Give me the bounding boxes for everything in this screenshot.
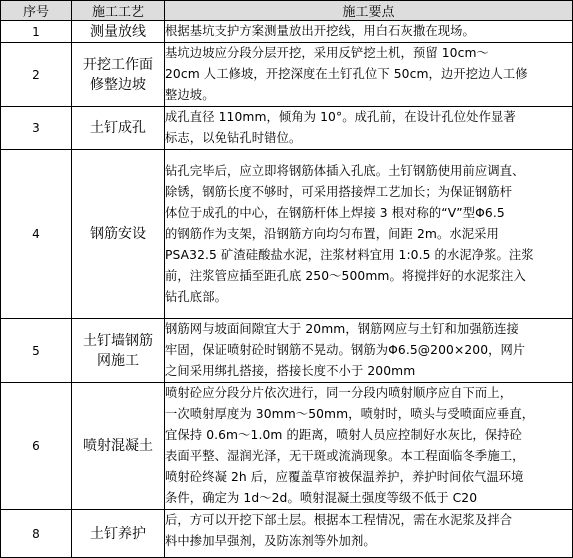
key-points-line: 喷射砼应分段分片依次进行，同一分段内喷射顺序应自下而上， <box>165 386 513 400</box>
key-points-line: 表面平整、湿润光泽，无干斑或流淌现象。本工程面临冬季施工， <box>165 449 525 463</box>
key-points-line: 后，方可以开挖下部土层。根据本工程情况，需在水泥浆及拌合 <box>165 513 513 527</box>
table-row <box>1 107 573 150</box>
craft-cell <box>72 21 165 43</box>
key-points-line: 基坑边坡应分段分层开挖，采用反铲挖土机，预留 10cm～ <box>165 46 489 60</box>
table-row <box>1 510 573 558</box>
key-points-cell <box>165 43 573 107</box>
key-points-line: 钻孔底部。 <box>165 289 227 304</box>
craft-name-line: 喷射混凝土 <box>83 438 153 454</box>
key-points-cell <box>165 107 573 150</box>
row-number: 3 <box>1 107 72 150</box>
key-points-line: 标志，以免钻孔时错位。 <box>165 131 302 145</box>
key-points-line: 成孔直径 110mm，倾角为 10°。成孔前，在设计孔位处作显著 <box>165 110 516 124</box>
row-number: 1 <box>1 21 72 43</box>
craft-name-line: 钢筋安设 <box>90 226 146 242</box>
craft-name-line: 土钉墙钢筋 <box>83 332 153 349</box>
key-points-line: 体位于成孔的中心，在钢筋杆体上焊接 3 根对称的“V”型Φ6.5 <box>165 205 505 220</box>
key-points-line: 钢筋网与坡面间隙宜大于 20mm，钢筋网应与土钉和加强筋连接 <box>165 322 519 336</box>
key-points-cell <box>165 21 573 43</box>
craft-cell <box>72 510 165 558</box>
key-points-line: 除锈，钢筋长度不够时，可采用搭接焊工艺加长；为保证钢筋杆 <box>165 184 513 199</box>
key-points-cell <box>165 319 573 383</box>
craft-name-line: 网施工 <box>97 352 139 369</box>
craft-name-line: 土钉成孔 <box>90 120 146 136</box>
header-craft: 施工工艺 <box>72 1 165 21</box>
craft-cell <box>72 150 165 319</box>
key-points-line: PSA32.5 矿渣硅酸盐水泥，注浆材料宜用 1:0.5 的水泥净浆。注浆 <box>165 247 534 262</box>
table-row <box>1 150 573 319</box>
craft-name-line: 测量放线 <box>90 23 146 40</box>
table-row <box>1 319 573 383</box>
table-row <box>1 21 573 43</box>
craft-name-line: 开挖工作面 <box>83 56 153 73</box>
row-number: 5 <box>1 319 72 383</box>
row-number: 8 <box>1 510 72 558</box>
header-points: 施工要点 <box>165 1 573 21</box>
header-row <box>1 1 573 21</box>
key-points-line: 牢固，保证喷射砼时钢筋不晃动。钢筋为Φ6.5@200×200，网片 <box>165 343 526 357</box>
row-number: 6 <box>1 383 72 510</box>
craft-cell <box>72 383 165 510</box>
header-no: 序号 <box>1 1 72 21</box>
table-row <box>1 383 573 510</box>
key-points-line: 料中掺加早强剂，及防冻剂等外加剂。 <box>165 534 376 548</box>
key-points-cell <box>165 383 573 510</box>
key-points-line: 钻孔完毕后，应立即将钢筋体插入孔底。土钉钢筋使用前应调直、 <box>165 163 525 178</box>
key-points-line: 的钢筋作为支架，沿钢筋方向均匀布置，间距 2m。水泥采用 <box>165 226 499 241</box>
key-points-line: 20cm 人工修坡，开挖深度在土钉孔位下 50cm，边开挖边人工修 <box>165 67 528 81</box>
key-points-line: 整边坡。 <box>165 88 215 102</box>
key-points-line: 一次喷射厚度为 30mm～50mm，喷射时，喷头与受喷面应垂直， <box>165 407 535 421</box>
craft-cell <box>72 319 165 383</box>
key-points-line: 宜保持 0.6m～1.0m 的距离，喷射人员应控制好水灰比，保持砼 <box>165 428 523 442</box>
key-points-line: 根据基坑支护方案测量放出开挖线，用白石灰撒在现场。 <box>165 24 475 38</box>
key-points-line: 前，注浆管应插至距孔底 250～500mm。将搅拌好的水泥浆注入 <box>165 268 526 283</box>
craft-name-line: 土钉养护 <box>90 525 146 542</box>
craft-cell <box>72 107 165 150</box>
key-points-line: 之间采用绑扎搭接，搭接长度不小于 200mm <box>165 364 416 378</box>
row-number: 2 <box>1 43 72 107</box>
key-points-line: 条件，确定为 1d～2d。喷射混凝土强度等级不低于 C20 <box>165 491 478 505</box>
key-points-cell <box>165 150 573 319</box>
craft-name-line: 修整边坡 <box>90 76 146 93</box>
row-number: 4 <box>1 150 72 319</box>
craft-cell <box>72 43 165 107</box>
key-points-cell <box>165 510 573 558</box>
key-points-line: 喷射砼终凝 2h 后，应覆盖草帘被保温养护，养护时间依气温环境 <box>165 470 524 484</box>
table-row <box>1 43 573 107</box>
table-body <box>1 21 573 558</box>
